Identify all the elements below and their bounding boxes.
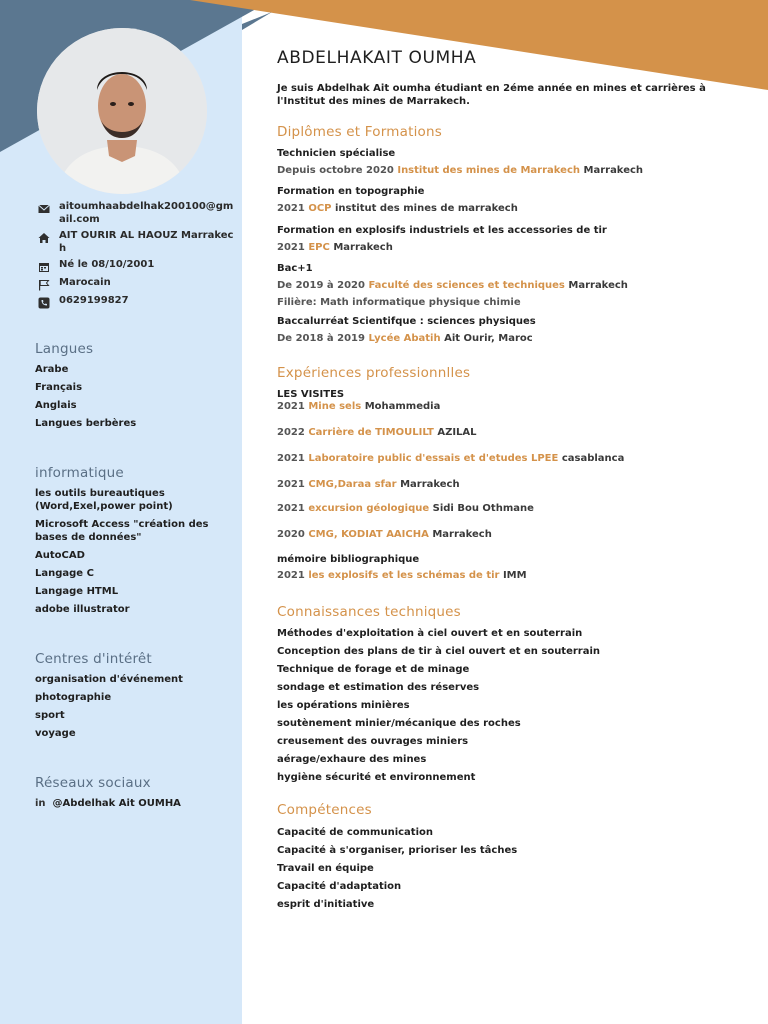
languages-heading: Langues [35, 341, 94, 357]
education-entry [277, 224, 737, 254]
contact-phone [38, 294, 238, 309]
skill-item: Travail en équipe [277, 863, 374, 874]
phone-icon [38, 297, 50, 309]
language-item: Langues berbères [35, 418, 137, 429]
memoire-entry: mémoire bibliographique 2021 les explosifs et les schémas de tir IMM [277, 553, 737, 582]
education-entry [277, 185, 737, 215]
interest-item: photographie [35, 692, 112, 703]
contact-birthdate [38, 258, 238, 273]
education-entry [277, 262, 737, 309]
knowledge-item: Conception des plans de tir à ciel ouvert et en souterrain [277, 646, 601, 657]
full-name: ABDELHAKAIT OUMHA [277, 48, 477, 68]
computer-skill-item: Langage C [35, 568, 94, 579]
computer-skill-item: adobe illustrator [35, 604, 130, 615]
education-title: Formation en explosifs industriels et les accessories de tir [277, 225, 607, 236]
visit-entry: 2021 CMG,Daraa sfar Marrakech [277, 479, 460, 490]
knowledge-item: Technique de forage et de minage [277, 664, 470, 675]
education-entry [277, 315, 737, 345]
visit-entry: 2021 excursion géologique Sidi Bou Othmane [277, 503, 534, 514]
envelope-icon [38, 203, 50, 215]
computer-skills-heading: informatique [35, 465, 124, 481]
skill-item: Capacité de communication [277, 827, 433, 838]
contact-email [38, 200, 238, 226]
computer-skill-item: les outils bureautiques (Word,Exel,power point) [35, 488, 173, 512]
computer-skill-item: AutoCAD [35, 550, 85, 561]
linkedin-handle: @Abdelhak Ait OUMHA [52, 798, 181, 809]
education-extra: Filière: Math informatique physique chimie [277, 297, 521, 308]
education-title: Formation en topographie [277, 186, 425, 197]
skill-item: esprit d'initiative [277, 899, 375, 910]
language-item: Français [35, 382, 83, 393]
knowledge-item: aérage/exhaure des mines [277, 754, 427, 765]
languages-section [35, 341, 235, 435]
visit-entry: 2021 Laboratoire public d'essais et d'etudes LPEE casablanca [277, 453, 625, 464]
home-icon [38, 232, 50, 244]
knowledge-item: soutènement minier/mécanique des roches [277, 718, 521, 729]
contact-nationality [38, 276, 238, 291]
interest-item: organisation d'événement [35, 674, 183, 685]
experience-heading: Expériences professionnlles [277, 365, 471, 381]
education-title: Technicien spécialise [277, 148, 396, 159]
flag-icon [38, 279, 50, 291]
knowledge-item: hygiène sécurité et environnement [277, 772, 476, 783]
education-details: 2021 OCP institut des mines de marrakech [277, 203, 518, 214]
intro-text: Je suis Abdelhak Ait oumha étudiant en 2éme année en mines et carrières à l'Institut des mines de Marrakech. [277, 83, 706, 107]
interest-item: sport [35, 710, 65, 721]
skill-item: Capacité d'adaptation [277, 881, 402, 892]
knowledge-item: les opérations minières [277, 700, 410, 711]
linkedin-icon: in [35, 798, 46, 809]
contact-address [38, 229, 238, 255]
knowledge-item: Méthodes d'exploitation à ciel ouvert et en souterrain [277, 628, 583, 639]
interest-item: voyage [35, 728, 76, 739]
skills-list [277, 826, 737, 916]
education-details: De 2019 à 2020 Faculté des sciences et techniques Marrakech [277, 280, 628, 291]
social-heading: Réseaux sociaux [35, 775, 151, 791]
computer-skill-item: Langage HTML [35, 586, 119, 597]
knowledge-item: creusement des ouvrages miniers [277, 736, 469, 747]
technical-knowledge-list [277, 627, 737, 789]
technical-knowledge-heading: Connaissances techniques [277, 604, 461, 620]
contact-info [38, 200, 238, 312]
interests-heading: Centres d'intérêt [35, 651, 152, 667]
skill-item: Capacité à s'organiser, prioriser les tâches [277, 845, 518, 856]
visit-entry: 2021 Mine sels Mohammedia [277, 401, 441, 412]
education-entry [277, 147, 737, 177]
education-details: Depuis octobre 2020 Institut des mines de Marrakech Marrakech [277, 165, 644, 176]
linkedin-link[interactable] [35, 797, 235, 810]
visit-entry: 2020 CMG, KODIAT AAICHA Marrakech [277, 529, 492, 540]
interests-section [35, 651, 235, 745]
education-title: Bac+1 [277, 263, 313, 274]
address-text: AIT OURIR AL HAOUZ Marrakech [59, 230, 234, 254]
knowledge-item: sondage et estimation des réserves [277, 682, 480, 693]
phone-text[interactable]: 0629199827 [59, 295, 129, 306]
memoire-title: mémoire bibliographique [277, 554, 420, 565]
nationality-text: Marocain [59, 277, 111, 288]
computer-skills-section [35, 465, 235, 621]
education-details: 2021 EPC Marrakech [277, 242, 393, 253]
visit-entry: 2022 Carrière de TIMOULILT AZILAL [277, 427, 477, 438]
email-text[interactable]: aitoumhaabdelhak200100@gmail.com [59, 201, 234, 225]
education-heading: Diplômes et Formations [277, 124, 442, 140]
calendar-icon [38, 261, 50, 273]
social-section [35, 775, 235, 815]
computer-skill-item: Microsoft Access "création des bases de données" [35, 519, 209, 543]
visits-title: LES VISITES [277, 389, 345, 400]
skills-heading: Compétences [277, 802, 372, 818]
education-details: De 2018 à 2019 Lycée Abatih Ait Ourir, Maroc [277, 333, 533, 344]
profile-photo [37, 28, 207, 194]
education-title: Baccalurréat Scientifque : sciences physiques [277, 316, 536, 327]
language-item: Arabe [35, 364, 69, 375]
language-item: Anglais [35, 400, 77, 411]
birthdate-text: Né le 08/10/2001 [59, 259, 155, 270]
